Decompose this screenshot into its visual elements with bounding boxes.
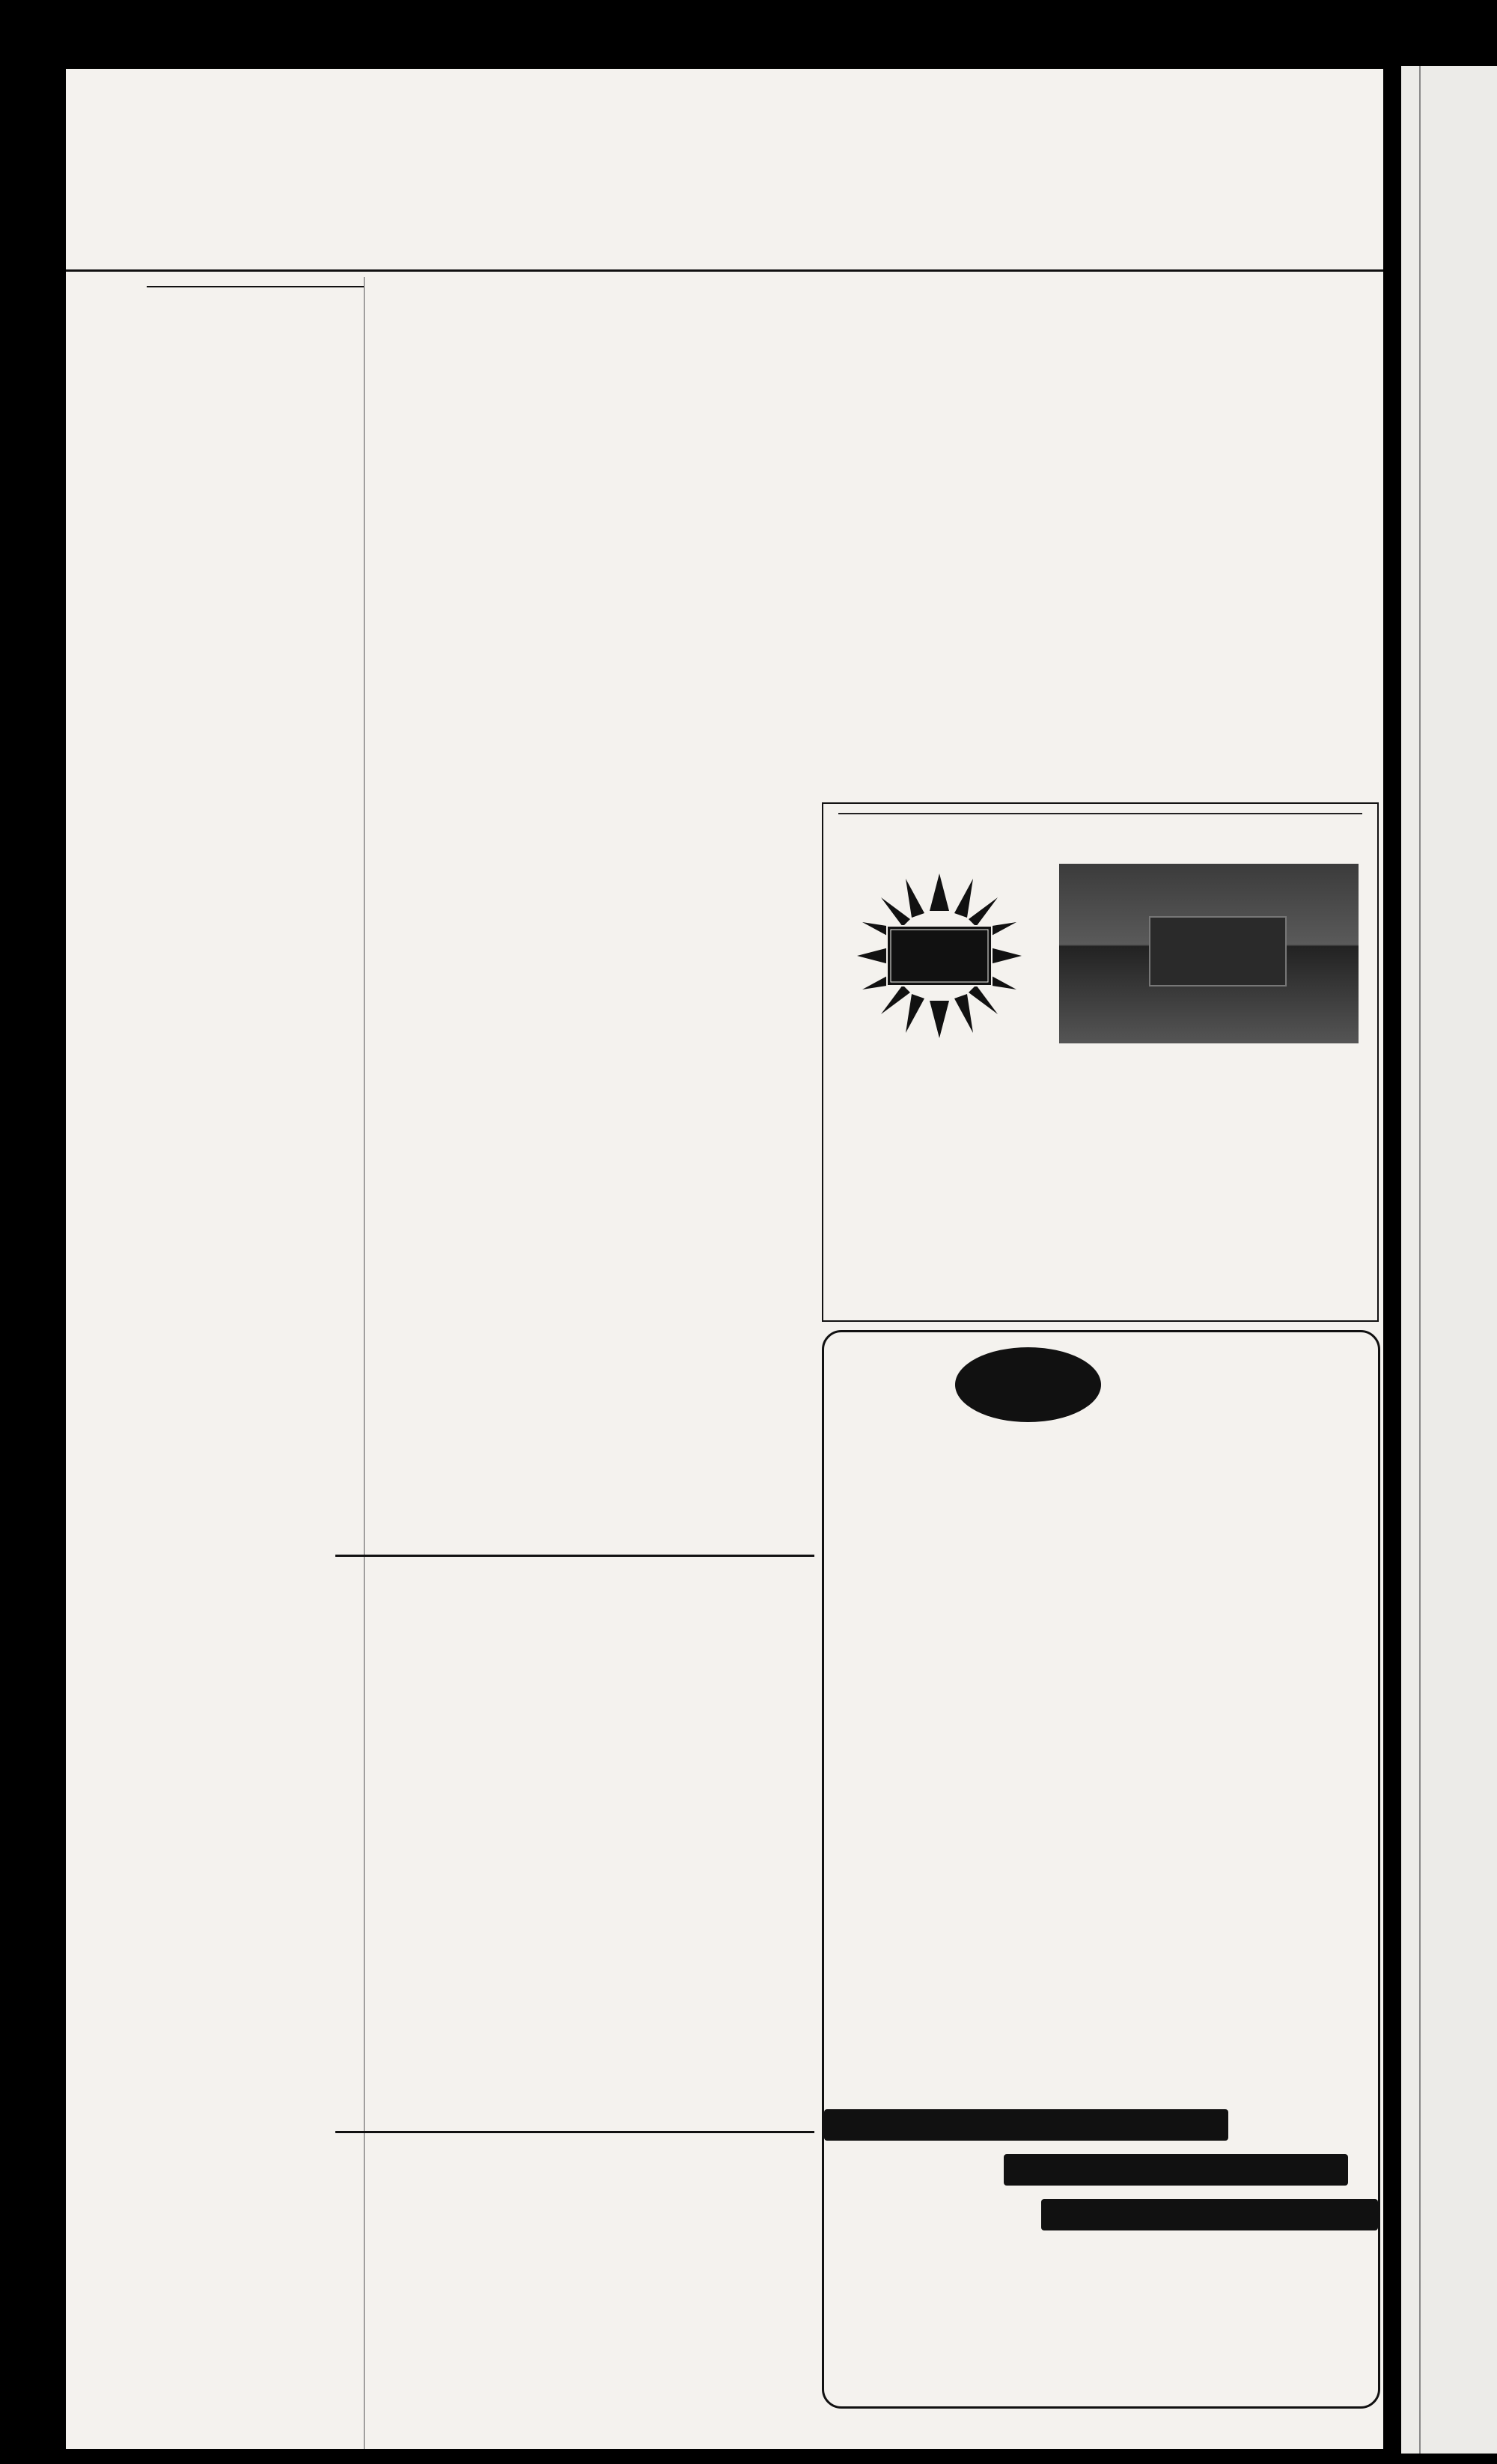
building-shape (1149, 916, 1287, 986)
sunchase-building-photo (1059, 864, 1359, 1043)
day-number (829, 277, 983, 328)
bar-licensure (1004, 2154, 1348, 2186)
bar-positions (1041, 2199, 1378, 2230)
brief-story-1 (335, 911, 564, 915)
brief-story-2 (590, 911, 818, 915)
calendar-day-mon (1282, 277, 1379, 338)
top-rule (66, 269, 1383, 272)
newspaper-page (66, 69, 1383, 2449)
column-divider (364, 277, 365, 2449)
day-number (691, 277, 826, 328)
sga-column-2 (590, 1600, 818, 1605)
sga-rule (335, 1555, 814, 1557)
day-number (1132, 277, 1267, 328)
volunteer-heading (147, 286, 364, 290)
calendar-day-tue (399, 277, 541, 338)
concerns-jump-head (335, 2136, 341, 2165)
concerns-rule (335, 2131, 814, 2133)
calendar-day-sat (994, 277, 1125, 338)
sunchase-management (1112, 1103, 1370, 1121)
sunchase-rule (838, 813, 1362, 814)
sga-jump-head (335, 1560, 341, 1589)
calendar-day-thu (691, 277, 826, 338)
concerns-column-2 (590, 2176, 818, 2182)
sunchase-ad (822, 802, 1379, 1322)
savasc-ad (822, 1330, 1380, 2409)
page-fold (1419, 66, 1421, 2454)
day-number (549, 277, 683, 328)
calendar-day-wed (549, 277, 683, 338)
sga-column-1 (335, 1600, 564, 1604)
calendar-day-fri (829, 277, 983, 338)
next-page-edge (1401, 66, 1497, 2454)
day-number (1282, 277, 1379, 328)
sunchase-logo-icon (853, 870, 1025, 1042)
ad-can-oval (955, 1347, 1101, 1422)
featured-event (335, 675, 814, 684)
calendar-day-sun (1132, 277, 1267, 338)
day-number (994, 277, 1125, 328)
announcements-column (147, 277, 364, 299)
concerns-column-1 (335, 2176, 564, 2180)
dateline (1343, 120, 1361, 145)
day-number (399, 277, 541, 328)
bar-salaries (824, 2109, 1228, 2141)
